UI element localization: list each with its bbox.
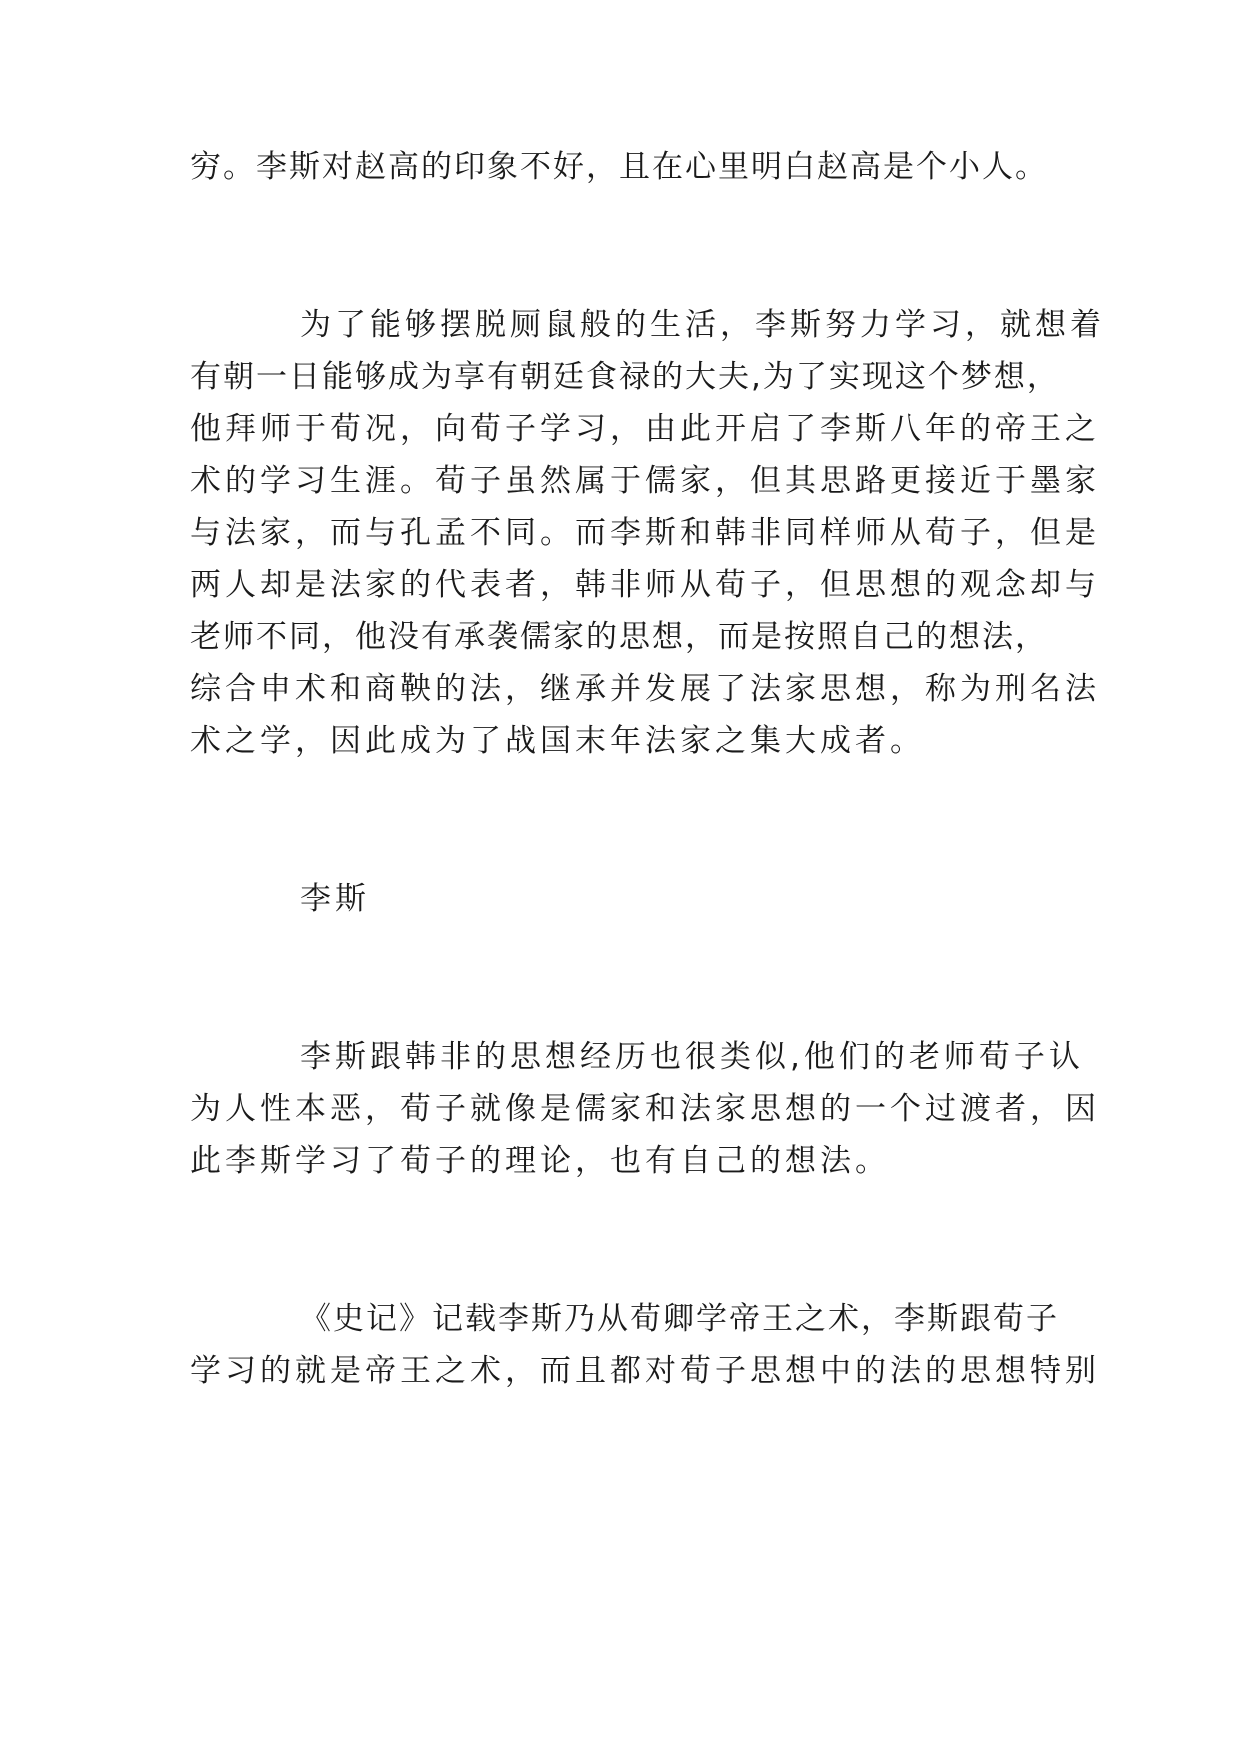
paragraph-2-line-8: 综合申术和商鞅的法，继承并发展了法家思想，称为刑名法 <box>190 671 1100 707</box>
paragraph-2-line-4: 术的学习生涯。荀子虽然属于儒家，但其思路更接近于墨家 <box>190 463 1100 499</box>
paragraph-4-line-3: 此李斯学习了荀子的理论，也有自己的想法。 <box>190 1143 890 1179</box>
paragraph-5-line-2: 学习的就是帝王之术，而且都对荀子思想中的法的思想特别 <box>190 1353 1100 1389</box>
section-heading: 李斯 <box>300 881 370 917</box>
paragraph-4-line-2: 为人性本恶，荀子就像是儒家和法家思想的一个过渡者，因 <box>190 1091 1100 1127</box>
paragraph-5-line-1: 《史记》记载李斯乃从荀卿学帝王之术，李斯跟荀子 <box>300 1301 1059 1337</box>
paragraph-2-line-2: 有朝一日能够成为享有朝廷食禄的大夫,为了实现这个梦想， <box>190 359 1060 395</box>
paragraph-2-line-9: 术之学，因此成为了战国末年法家之集大成者。 <box>190 723 925 759</box>
paragraph-2-line-3: 他拜师于荀况，向荀子学习，由此开启了李斯八年的帝王之 <box>190 411 1100 447</box>
paragraph-2-line-1: 为了能够摆脱厕鼠般的生活，李斯努力学习，就想着 <box>300 307 1105 343</box>
paragraph-1-line-1: 穷。李斯对赵高的印象不好，且在心里明白赵高是个小人。 <box>190 149 1048 185</box>
paragraph-4-line-1: 李斯跟韩非的思想经历也很类似,他们的老师荀子认 <box>300 1039 1084 1075</box>
paragraph-2-line-7: 老师不同，他没有承袭儒家的思想，而是按照自己的想法， <box>190 619 1048 655</box>
paragraph-2-line-6: 两人却是法家的代表者，韩非师从荀子，但思想的观念却与 <box>190 567 1100 603</box>
paragraph-2-line-5: 与法家，而与孔孟不同。而李斯和韩非同样师从荀子，但是 <box>190 515 1100 551</box>
